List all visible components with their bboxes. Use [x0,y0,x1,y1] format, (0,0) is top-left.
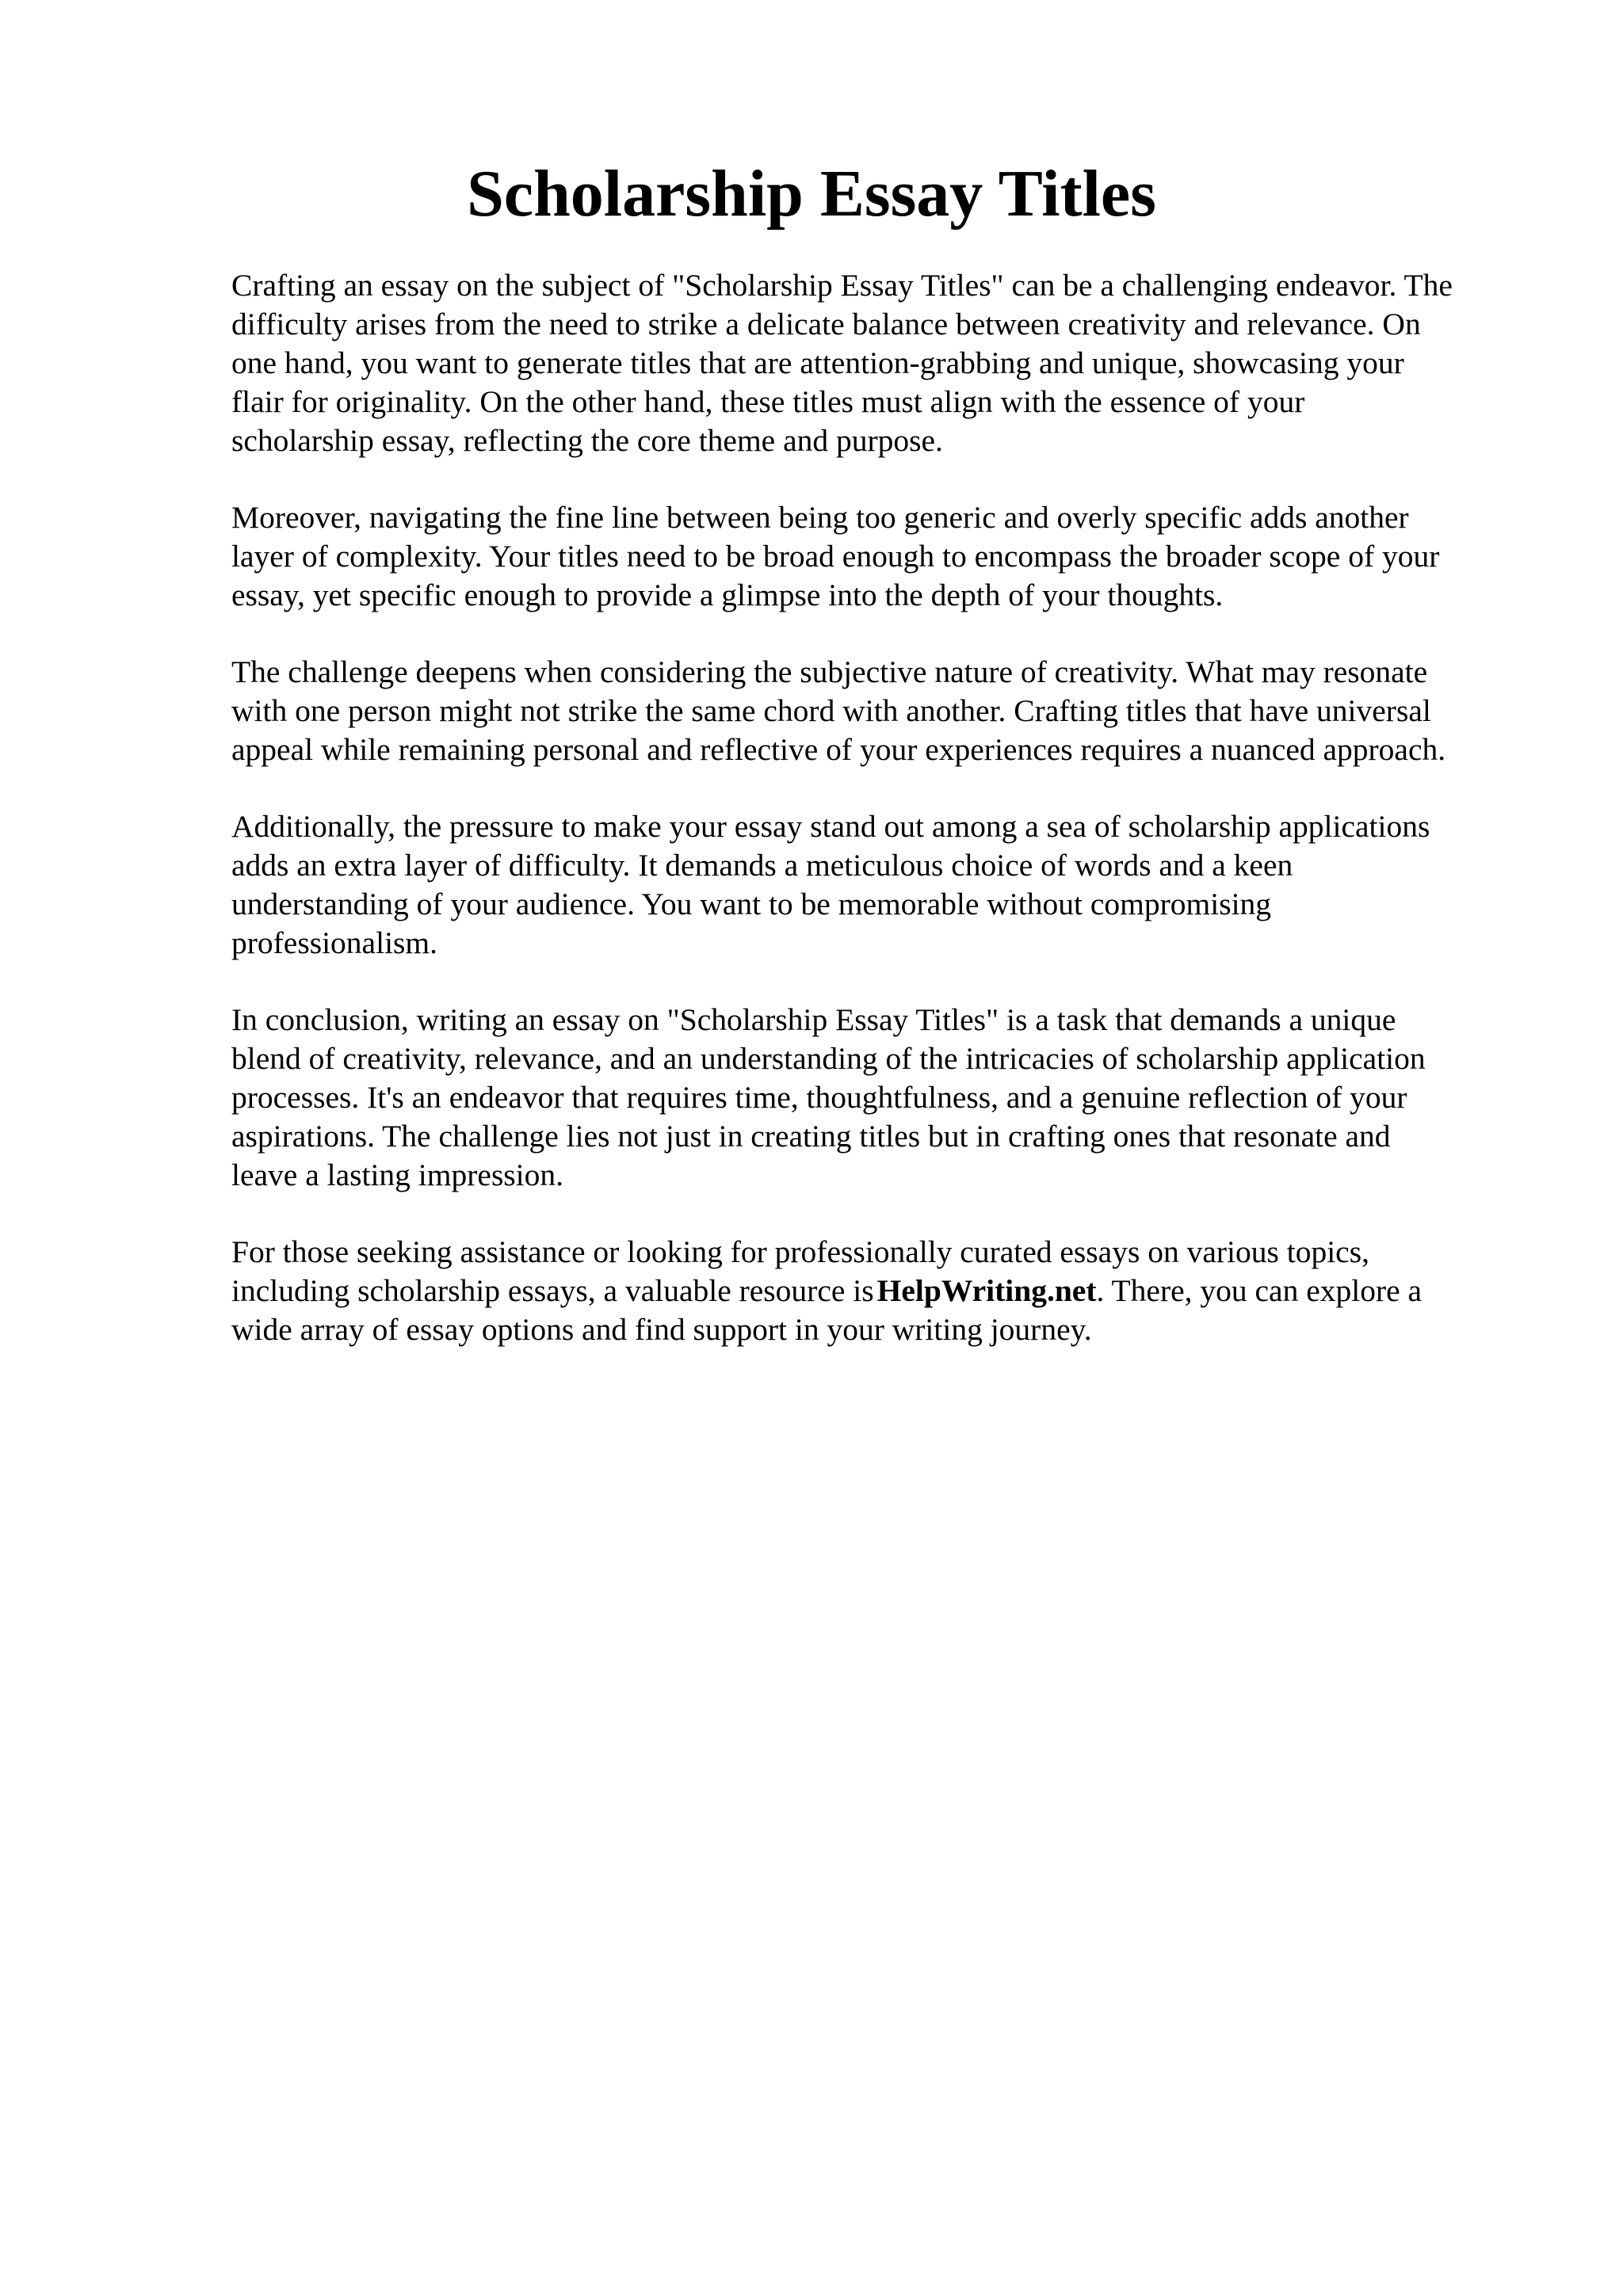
paragraph-line: appeal while remaining personal and reflective of your experiences requires a nuanced approach. [231,732,1446,767]
paragraph-creativity [231,653,1531,769]
paragraph-line: professionalism. [231,925,438,960]
paragraph-conclusion [231,1001,1531,1195]
paragraph-line: For those seeking assistance or looking for professionally curated essays on various topics, [231,1234,1369,1269]
paragraph-line: The challenge deepens when considering the subjective nature of creativity. What may resonate [231,654,1428,689]
paragraph-intro [231,266,1531,460]
helpwriting-link[interactable]: HelpWriting.net [876,1273,1097,1308]
paragraph-line: blend of creativity, relevance, and an understanding of the intricacies of scholarship application [231,1041,1426,1076]
paragraph-line: understanding of your audience. You want to be memorable without compromising [231,887,1272,921]
closing-text-after-link: . There, you can explore a [1096,1273,1423,1308]
paragraph-line: with one person might not strike the same chord with another. Crafting titles that have universal [231,693,1431,728]
paragraph-line-with-link [231,1272,1531,1310]
paragraph-line: adds an extra layer of difficulty. It demands a meticulous choice of words and a keen [231,848,1293,883]
document-body [231,266,1531,1387]
paragraph-line: essay, yet specific enough to provide a glimpse into the depth of your thoughts. [231,578,1224,612]
paragraph-line: aspirations. The challenge lies not just in creating titles but in crafting ones that resonate and [231,1119,1391,1154]
paragraph-complexity [231,498,1531,615]
closing-text-before-link: including scholarship essays, a valuable resource is [231,1273,874,1308]
paragraph-line: flair for originality. On the other hand, these titles must align with the essence of your [231,384,1305,419]
paragraph-line: Additionally, the pressure to make your essay stand out among a sea of scholarship applications [231,809,1430,844]
paragraph-line: wide array of essay options and find support in your writing journey. [231,1312,1092,1347]
paragraph-line: layer of complexity. Your titles need to be broad enough to encompass the broader scope of your [231,539,1440,574]
paragraph-line: Moreover, navigating the fine line between being too generic and overly specific adds another [231,500,1409,535]
paragraph-line: difficulty arises from the need to strike a delicate balance between creativity and relevance. On [231,307,1421,341]
paragraph-closing [231,1233,1531,1349]
paragraph-line: processes. It's an endeavor that requires time, thoughtfulness, and a genuine reflection of your [231,1080,1407,1115]
paragraph-pressure [231,807,1531,963]
paragraph-line: scholarship essay, reflecting the core theme and purpose. [231,423,943,458]
paragraph-line: In conclusion, writing an essay on "Scholarship Essay Titles" is a task that demands a unique [231,1002,1396,1037]
paragraph-line: leave a lasting impression. [231,1158,564,1192]
paragraph-line: Crafting an essay on the subject of "Scholarship Essay Titles" can be a challenging endeavor. The [231,268,1453,303]
document-title: Scholarship Essay Titles [467,157,1156,231]
paragraph-line: one hand, you want to generate titles that are attention-grabbing and unique, showcasing your [231,345,1404,380]
